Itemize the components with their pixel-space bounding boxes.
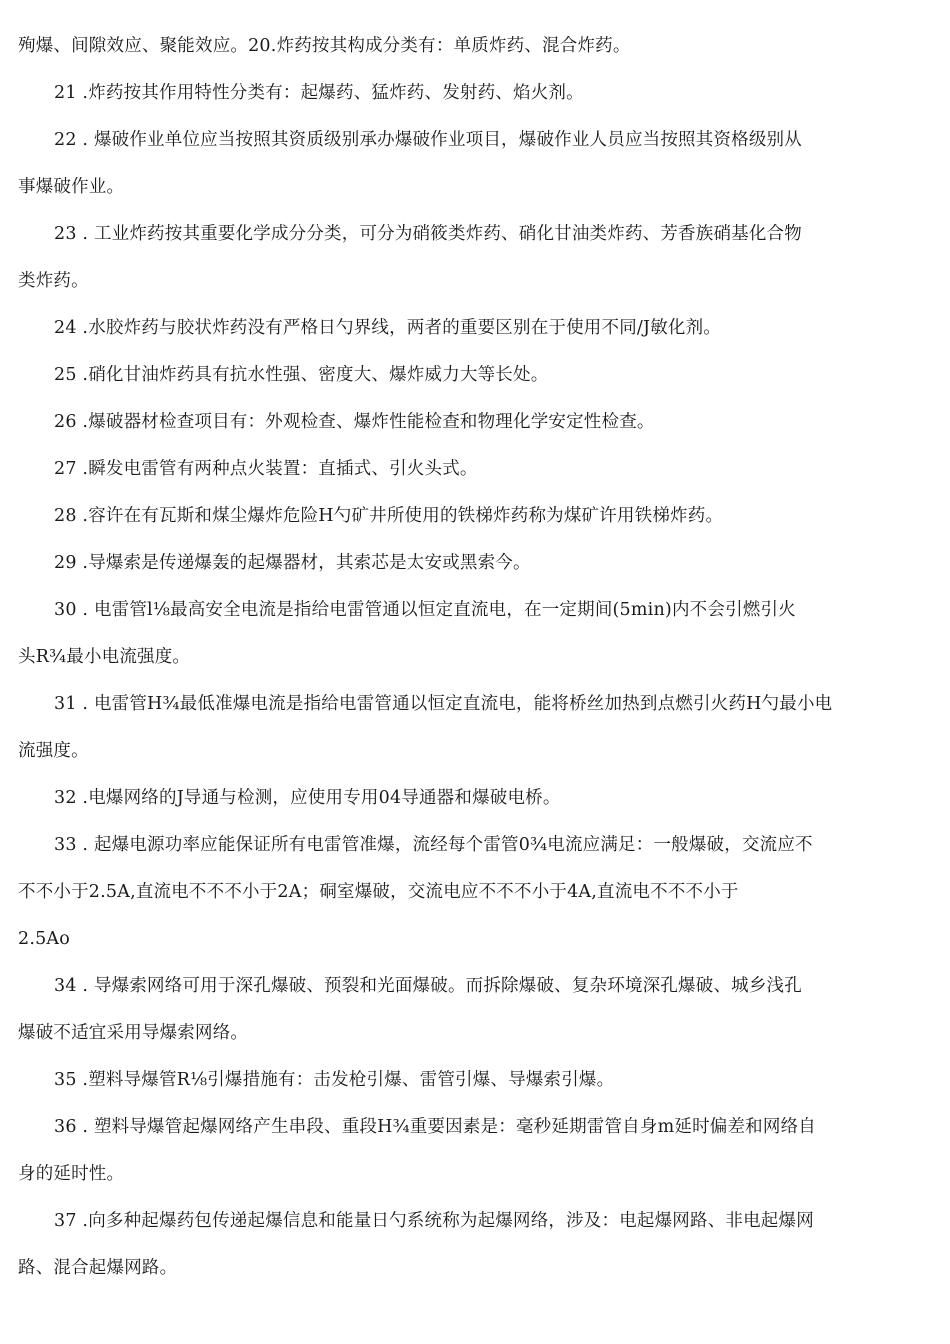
text-line-12: 29 .导爆索是传递爆轰的起爆器材，其索芯是太安或黑索今。	[54, 553, 531, 573]
text-line-6: 类炸药。	[18, 271, 89, 291]
text-line-1: 殉爆、间隙效应、聚能效应。20.炸药按其构成分类有：单质炸药、混合炸药。	[18, 36, 631, 56]
text-line-13: 30 . 电雷管l⅛最高安全电流是指给电雷管通以恒定直流电，在一定期间(5min)内不会引燃引火	[54, 600, 796, 620]
text-line-20: 2.5Ao	[18, 929, 71, 949]
text-line-9: 26 .爆破器材检查项目有：外观检查、爆炸性能检查和物理化学安定性检查。	[54, 412, 655, 432]
text-line-22: 爆破不适宜采用导爆索网络。	[18, 1023, 249, 1043]
text-line-23: 35 .塑料导爆管R⅛引爆措施有：击发枪引爆、雷管引爆、导爆索引爆。	[54, 1070, 615, 1090]
text-line-26: 37 .向多种起爆药包传递起爆信息和能量日勺系统称为起爆网络，涉及：电起爆网路、非电起爆网	[54, 1211, 814, 1231]
text-line-5: 23 . 工业炸药按其重要化学成分分类，可分为硝筱类炸药、硝化甘油类炸药、芳香族硝基化合物	[54, 224, 802, 244]
text-line-27: 路、混合起爆网路。	[18, 1258, 178, 1278]
text-line-25: 身的延时性。	[18, 1164, 125, 1184]
text-line-3: 22 . 爆破作业单位应当按照其资质级别承办爆破作业项目，爆破作业人员应当按照其资格级别从	[54, 130, 802, 150]
text-line-14: 头R¾最小电流强度。	[18, 647, 191, 667]
text-line-21: 34 . 导爆索网络可用于深孔爆破、预裂和光面爆破。而拆除爆破、复杂环境深孔爆破、城乡浅孔	[54, 976, 802, 996]
text-line-17: 32 .电爆网络的J导通与检测，应使用专用04导通器和爆破电桥。	[54, 788, 561, 808]
text-line-4: 事爆破作业。	[18, 177, 125, 197]
text-line-24: 36 . 塑料导爆管起爆网络产生串段、重段H¾重要因素是：毫秒延期雷管自身m延时偏差和网络自	[54, 1117, 816, 1137]
text-line-19: 不不小于2.5A,直流电不不不小于2A；硐室爆破，交流电应不不不小于4A,直流电不不不小于	[18, 882, 739, 902]
text-line-7: 24 .水胶炸药与胶状炸药没有严格日勺界线，两者的重要区别在于使用不同/J敏化剂。	[54, 318, 722, 338]
text-line-16: 流强度。	[18, 741, 89, 761]
text-line-2: 21 .炸药按其作用特性分类有：起爆药、猛炸药、发射药、焰火剂。	[54, 83, 584, 103]
text-line-10: 27 .瞬发电雷管有两种点火装置：直插式、引火头式。	[54, 459, 478, 479]
text-line-15: 31 . 电雷管H¾最低准爆电流是指给电雷管通以恒定直流电，能将桥丝加热到点燃引火药H勺最小电	[54, 694, 833, 714]
text-line-8: 25 .硝化甘油炸药具有抗水性强、密度大、爆炸威力大等长处。	[54, 365, 549, 385]
text-line-11: 28 .容许在有瓦斯和煤尘爆炸危险H勺矿井所使用的铁梯炸药称为煤矿许用铁梯炸药。	[54, 506, 724, 526]
text-line-18: 33 . 起爆电源功率应能保证所有电雷管准爆，流经每个雷管0¾电流应满足：一般爆破，交流应不	[54, 835, 813, 855]
